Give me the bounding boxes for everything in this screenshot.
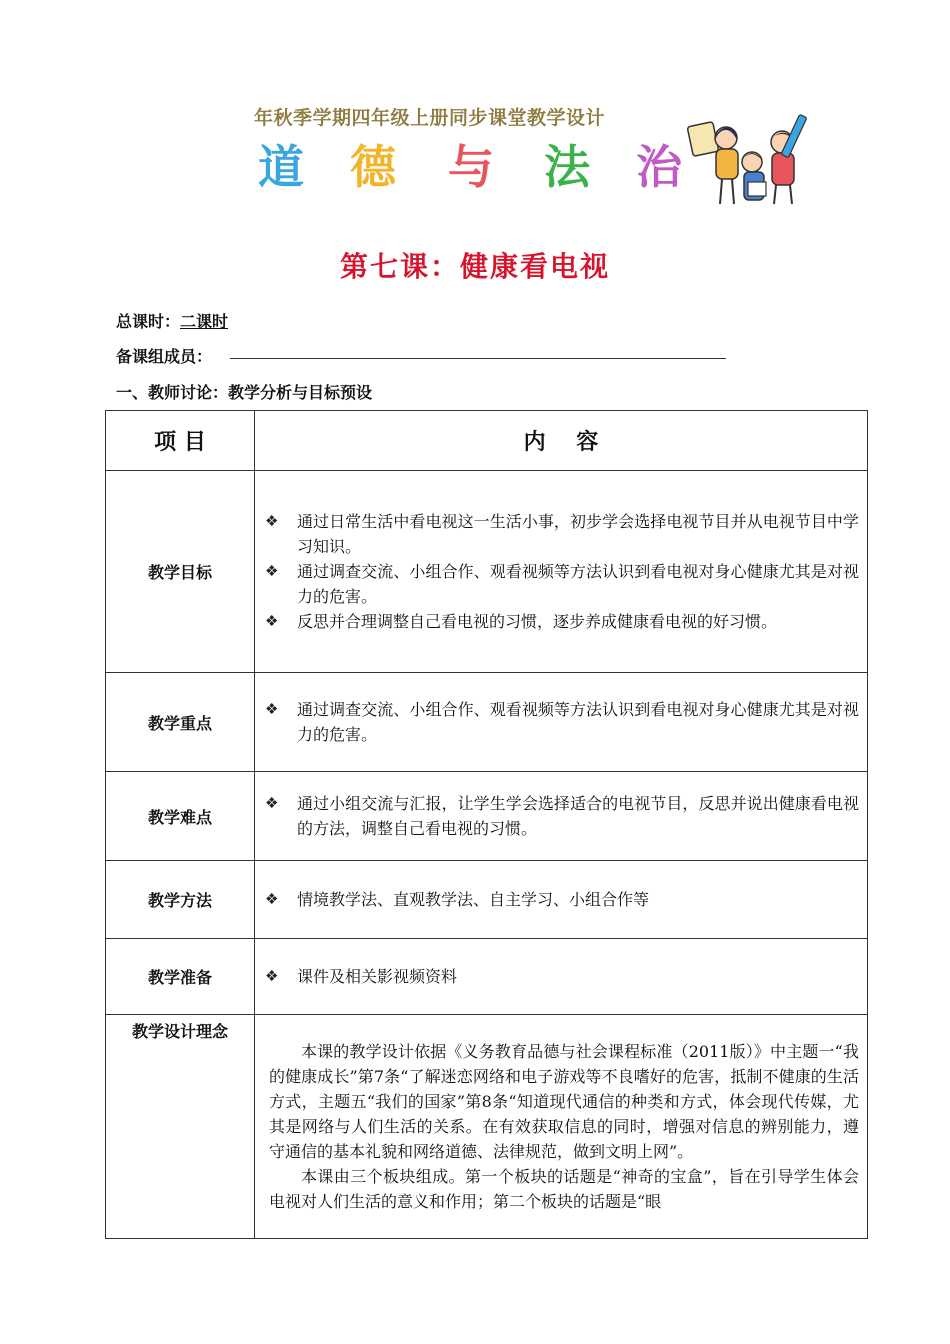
- bullet-item: [265, 791, 859, 841]
- bullet-text: 情境教学法、直观教学法、自主学习、小组合作等: [297, 890, 650, 909]
- bullet-icon: ❖: [265, 562, 279, 580]
- subject-char-1: 道: [258, 140, 304, 194]
- row-label: 教学准备: [106, 939, 255, 1015]
- header-content-label: 内 容: [523, 430, 599, 455]
- table-header-row: [106, 411, 868, 471]
- table-row: [106, 939, 868, 1015]
- bullet-icon: ❖: [265, 512, 279, 530]
- philosophy-text: [269, 1039, 859, 1238]
- bullet-text: 通过日常生活中看电视这一生活小事，初步学会选择电视节目并从电视节目中学习知识。: [297, 512, 859, 556]
- bullet-icon: ❖: [265, 890, 279, 908]
- table-row: [106, 673, 868, 772]
- bullet-icon: ❖: [265, 794, 279, 812]
- row-label: 教学目标: [106, 471, 255, 673]
- subject-char-2: 德: [350, 140, 396, 194]
- table-row: [106, 1015, 868, 1239]
- row-content: [255, 772, 868, 861]
- row-content: [255, 673, 868, 772]
- total-hours-label: 总课时：: [116, 312, 181, 331]
- students-illustration: [686, 112, 814, 208]
- bullet-item: [265, 964, 859, 989]
- total-hours: [116, 309, 228, 332]
- bullet-icon: ❖: [265, 700, 279, 718]
- bullet-text: 通过调查交流、小组合作、观看视频等方法认识到看电视对身心健康尤其是对视力的危害。: [297, 562, 859, 606]
- group-members-label: 备课组成员：: [116, 347, 213, 366]
- table-row: [106, 861, 868, 939]
- lesson-title: 第七课：健康看电视: [339, 250, 610, 283]
- row-label: 教学方法: [106, 861, 255, 939]
- table-row: [106, 772, 868, 861]
- bullet-item: [265, 509, 859, 559]
- paragraph: 本课由三个板块组成。第一个板块的话题是“神奇的宝盒”，旨在引导学生体会电视对人们生活的意义和作用；第二个板块的话题是“眼: [269, 1167, 859, 1211]
- paragraph: 本课的教学设计依据《义务教育品德与社会课程标准（2011版）》中主题一“我的健康成长”第7条“了解迷恋网络和电子游戏等不良嗜好的危害，抵制不健康的生活方式，主题五“我们的国家”第8条“知道现代通信的种类和方式，体会现代传媒，尤其是网络与人们生活的关系。在有效获取信息的同时，增强对信息的辨别能力，遵守通信的基本礼貌和网络道德、法律规范，做到文明上网”。: [269, 1042, 859, 1161]
- bullet-icon: ❖: [265, 967, 279, 985]
- row-label: 教学重点: [106, 673, 255, 772]
- group-members: [116, 344, 212, 367]
- header-item: 项 目: [106, 411, 255, 471]
- group-members-blank-line: [230, 358, 726, 359]
- bullet-icon: ❖: [265, 612, 279, 630]
- subject-title: [258, 137, 688, 197]
- subject-char-3: 与: [448, 140, 494, 194]
- bullet-item: [265, 609, 859, 634]
- row-content: [255, 861, 868, 939]
- analysis-table: [105, 410, 868, 1239]
- row-content: [255, 1015, 868, 1239]
- bullet-text: 课件及相关影视频资料: [297, 967, 458, 986]
- section-heading: 一、教师讨论：教学分析与目标预设: [116, 383, 373, 402]
- bullet-text: 反思并合理调整自己看电视的习惯，逐步养成健康看电视的好习惯。: [297, 612, 778, 631]
- total-hours-value: 二课时: [180, 312, 229, 331]
- row-label: 教学难点: [106, 772, 255, 861]
- subject-char-5: 治: [636, 140, 682, 194]
- header-subtitle: 年秋季学期四年级上册同步课堂教学设计: [254, 107, 606, 129]
- bullet-item: [265, 559, 859, 609]
- bullet-item: [265, 887, 859, 912]
- bullet-text: 通过小组交流与汇报，让学生学会选择适合的电视节目，反思并说出健康看电视的方法，调整自己看电视的习惯。: [297, 794, 859, 838]
- header-content: [255, 411, 868, 471]
- subject-char-4: 法: [544, 140, 590, 194]
- row-content: [255, 939, 868, 1015]
- bullet-item: [265, 697, 859, 747]
- row-label: 教学设计理念: [106, 1015, 255, 1239]
- table-row: [106, 471, 868, 673]
- row-content: [255, 471, 868, 673]
- bullet-text: 通过调查交流、小组合作、观看视频等方法认识到看电视对身心健康尤其是对视力的危害。: [297, 700, 859, 744]
